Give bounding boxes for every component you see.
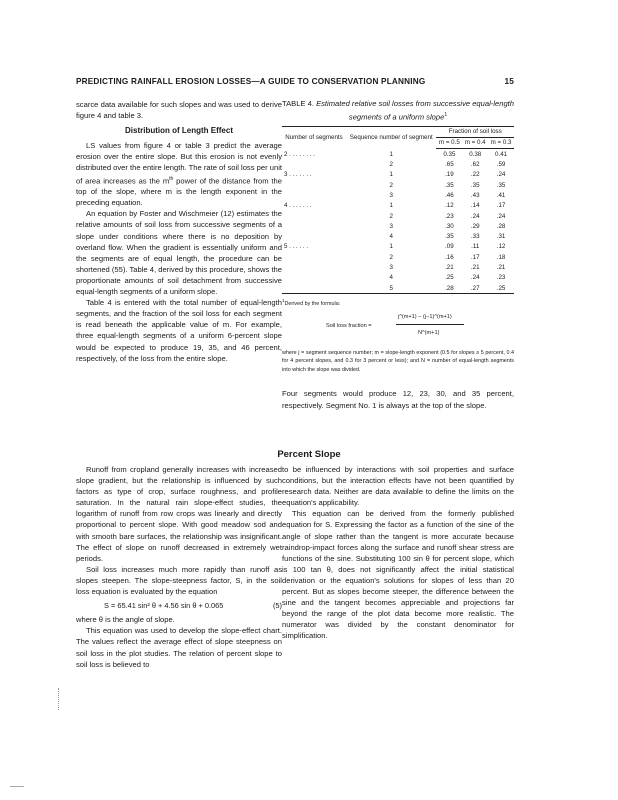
section-heading-percent-slope: Percent Slope <box>277 449 341 460</box>
table-cell: .09 <box>445 243 454 251</box>
table-cell: .12 <box>445 202 454 210</box>
paragraph-interactions: to be influenced by interactions with soil properties and surface conditions, but the interaction effects have not been quantified by research data. Neither are data available to define the limits on the equation's applicability. <box>282 465 514 508</box>
table-cell: .24 <box>496 212 506 220</box>
table-cell: .29 <box>470 222 480 230</box>
table-cell: .65 <box>445 161 454 169</box>
table-cell <box>282 221 346 231</box>
scan-corner-mark <box>10 786 24 787</box>
table-cell: .35 <box>470 181 480 189</box>
table-cell <box>282 180 346 190</box>
table-cell: 5 . . . . . . <box>284 243 309 251</box>
table-cell: 0.35 <box>443 150 456 158</box>
formula-prefix: Soil loss fraction = <box>326 322 372 329</box>
running-title: PREDICTING RAINFALL EROSION LOSSES—A GUIDE TO CONSERVATION PLANNING <box>76 77 426 86</box>
col-header-sequence: Sequence number of segment <box>346 126 437 149</box>
paragraph-runoff: Runoff from cropland generally increases with increased slope gradient, but the relationship is influenced by such factors as type of crop, surface roughness, and profile saturation. In the natural rain slope-effect studies, the logarithm of runoff from row crops was linearly and directly proportional to percent slope. With good meadow sod and with smooth bare surfaces, the relationship was insignificant. The effect of slope on runoff decreased in extremely wet periods. <box>76 465 282 563</box>
table-cell: 0.38 <box>469 150 482 158</box>
table-cell: .28 <box>496 222 506 230</box>
paragraph-sine-derivation: This equation can be derived from the formerly published equation for S. Expressing the factor as a function of the sine of the angle of slope rather than the tangent is more accurate because raindrop-impact forces along the surface and runoff shear stress are functions of the sine. Substituting 100 sin θ for percent slope, which is 100 tan θ, does not significantly affect the initial statistical derivation or the equation's solutions for slopes of less than 20 percent. But as slopes become steeper, the difference between the sine and the tangent becomes appreciable and projections far beyond the range of the plot data become more realistic. The numerator was divided by the constant denominator for simplification. <box>282 509 514 641</box>
table-cell: .28 <box>436 283 462 294</box>
table-cell: .24 <box>470 274 480 282</box>
table-cell: 4 <box>389 274 393 282</box>
table-cell: .35 <box>496 181 506 189</box>
table-row <box>282 201 514 211</box>
page-number: 15 <box>504 77 514 86</box>
table-cell: 4 . . . . . . . <box>284 202 312 210</box>
table-cell: 1 <box>389 202 393 210</box>
table-row <box>282 211 514 221</box>
table4 <box>282 126 514 295</box>
table-cell <box>282 283 346 294</box>
table4-footnote: $^1$Derived by the formula: Soil loss fraction = j^(m+1) − (j−1)^(m+1) N^(m+1) where j = segment sequence number; m = slope-length exponent (0.5 for slopes ≥ 5 percent, 0.4 for 4 percent slopes, and 0.3 for 3 percent or less); and N = number of equal-length segments into which the slope was divided. <box>282 298 514 373</box>
table-cell: .33 <box>470 233 480 241</box>
running-header <box>76 77 514 86</box>
paragraph-foster-equation: An equation by Foster and Wischmeier (12) estimates the relative amounts of soil loss from successive segments of a slope under conditions where there is no deposition by overland flow. When the gradient is essentially uniform and the segments are of equal length, the procedure can be shortened (55). Table 4, derived by this procedure, shows the proportionate amounts of soil detachment from successive equal-length segments of a uniform slope. <box>76 209 282 297</box>
table-row <box>282 190 514 200</box>
table-cell: .17 <box>470 253 480 261</box>
table-row <box>282 232 514 242</box>
table-row <box>282 170 514 180</box>
scan-margin-mark <box>58 688 59 710</box>
bottom-right-column <box>282 464 514 642</box>
table-cell: 2 <box>389 181 393 189</box>
table-cell <box>282 190 346 200</box>
table-cell: .22 <box>470 171 480 179</box>
table-cell: 3 <box>389 191 393 199</box>
table-cell: .24 <box>470 212 480 220</box>
table-cell: .19 <box>445 171 454 179</box>
formula <box>282 309 514 349</box>
formula-denominator: N^(m+1) <box>418 329 440 336</box>
table4-tail-paragraph: Four segments would produce 12, 23, 30, and 35 percent, respectively. Segment No. 1 is always at the top of the slope. <box>282 389 514 410</box>
table-cell <box>282 159 346 169</box>
table-cell: 2 <box>389 253 393 261</box>
table-cell: .12 <box>496 243 506 251</box>
table-cell: 1 <box>389 243 393 251</box>
col-header-m04: m = 0.4 <box>462 137 488 148</box>
table4-label: TABLE 4. <box>282 99 314 108</box>
paragraph-ls-values: LS values from figure 4 or table 3 predict the average erosion over the entire slope. But this erosion is not evenly distributed over the entire length. The rate of soil loss per unit of area increases as the $m^{th}$ power of the distance from the top of the slope, where m is the length exponent in the preceding equation. <box>76 141 282 208</box>
bottom-left-column <box>76 464 282 670</box>
paragraph-table4-usage: Table 4 is entered with the total number of equal-length segments, and the fraction of the soil loss for each segment is read beneath the applicable value of m. For example, three equal-length segments of a uniform 6-percent slope would be expected to produce 19, 35, and 46 percent, respectively, of the loss from the entire slope. <box>76 298 282 363</box>
subheading-length-effect: Distribution of Length Effect <box>125 126 233 136</box>
formula-numerator: j^(m+1) − (j−1)^(m+1) <box>398 313 452 320</box>
table-cell: .23 <box>496 274 506 282</box>
table-cell: 1 <box>389 171 393 179</box>
table-cell: .14 <box>470 202 480 210</box>
col-header-m05: m = 0.5 <box>436 137 462 148</box>
table-cell: .21 <box>496 264 506 272</box>
table-cell: 0.41 <box>495 150 508 158</box>
table-cell: .62 <box>470 161 480 169</box>
col-header-segments: Number of segments <box>282 126 346 149</box>
table-cell: 2 <box>389 161 393 169</box>
table-cell <box>282 232 346 242</box>
footnote-label: Derived by the formula: <box>284 301 341 308</box>
paragraph-chart: This equation was used to develop the slope-effect chart. The values reflect the average effect of slope steepness on soil loss in the plot studies. The relation of percent slope to soil loss is believed to <box>76 626 282 669</box>
table-cell: .23 <box>445 212 454 220</box>
table-cell <box>282 262 346 272</box>
table-row <box>282 283 514 294</box>
table-cell: 3 <box>389 222 393 230</box>
table-cell: .43 <box>470 191 480 199</box>
top-left-column <box>76 99 282 364</box>
table-cell: .25 <box>488 283 514 294</box>
table-cell: 1 <box>389 150 393 158</box>
paragraph-soil-loss: Soil loss increases much more rapidly than runoff as slopes steepen. The slope-steepness factor, S, in the soil loss equation is evaluated by the equation <box>76 564 282 597</box>
equation-number: (5) <box>272 601 282 611</box>
table-cell: .11 <box>471 243 480 251</box>
table-cell: .41 <box>496 191 506 199</box>
table4-title: Estimated relative soil losses from successive equal-length segments of a uniform slope <box>316 99 515 122</box>
table-row <box>282 242 514 252</box>
table-cell: .25 <box>445 274 454 282</box>
table-row <box>282 252 514 262</box>
col-header-fraction: Fraction of soil loss <box>436 126 514 137</box>
intro-paragraph: scarce data available for such slopes and was used to derive figure 4 and table 3. <box>76 100 282 121</box>
table-row <box>282 180 514 190</box>
table-cell <box>282 252 346 262</box>
equation-5 <box>76 600 282 611</box>
table-cell: .24 <box>496 171 506 179</box>
table-cell: .21 <box>470 264 480 272</box>
table-cell: .17 <box>496 202 506 210</box>
table4-block <box>282 99 514 411</box>
equation-text: S = 65.41 sin² θ + 4.56 sin θ + 0.065 <box>104 601 224 611</box>
table-row <box>282 149 514 160</box>
table-cell: .35 <box>445 233 454 241</box>
table-cell: 5 <box>346 283 437 294</box>
table-cell: .16 <box>445 253 454 261</box>
table-cell: 3 <box>389 264 393 272</box>
table-row <box>282 262 514 272</box>
footnote-where: where j = segment sequence number; m = slope-length exponent (0.5 for slopes ≥ 5 percent, 0.4 for 4 percent slopes, and 0.3 for 3 percent or less); and N = number of equal-length segments into which the slope was divided. <box>282 349 514 373</box>
table-cell: 3 . . . . . . . <box>284 171 312 179</box>
table-cell: .59 <box>496 161 506 169</box>
col-header-m03: m = 0.3 <box>488 137 514 148</box>
table-row <box>282 273 514 283</box>
table-cell: .46 <box>445 191 454 199</box>
table-cell: .18 <box>496 253 506 261</box>
table-cell: 4 <box>389 233 393 241</box>
table-cell: .30 <box>445 222 454 230</box>
table-row <box>282 159 514 169</box>
table-cell <box>282 211 346 221</box>
table-cell: .35 <box>445 181 454 189</box>
table-cell <box>282 273 346 283</box>
table-cell: .27 <box>462 283 488 294</box>
table-cell: 2 <box>389 212 393 220</box>
table-cell: .31 <box>496 233 506 241</box>
table-cell: 2 . . . . . . . . <box>284 150 315 158</box>
table4-caption: TABLE 4. Estimated relative soil losses from successive equal-length segments of a uniform slope$^1$ <box>282 99 515 122</box>
table-row <box>282 221 514 231</box>
table-cell: .21 <box>445 264 454 272</box>
paragraph-where-theta: where θ is the angle of slope. <box>76 615 175 625</box>
